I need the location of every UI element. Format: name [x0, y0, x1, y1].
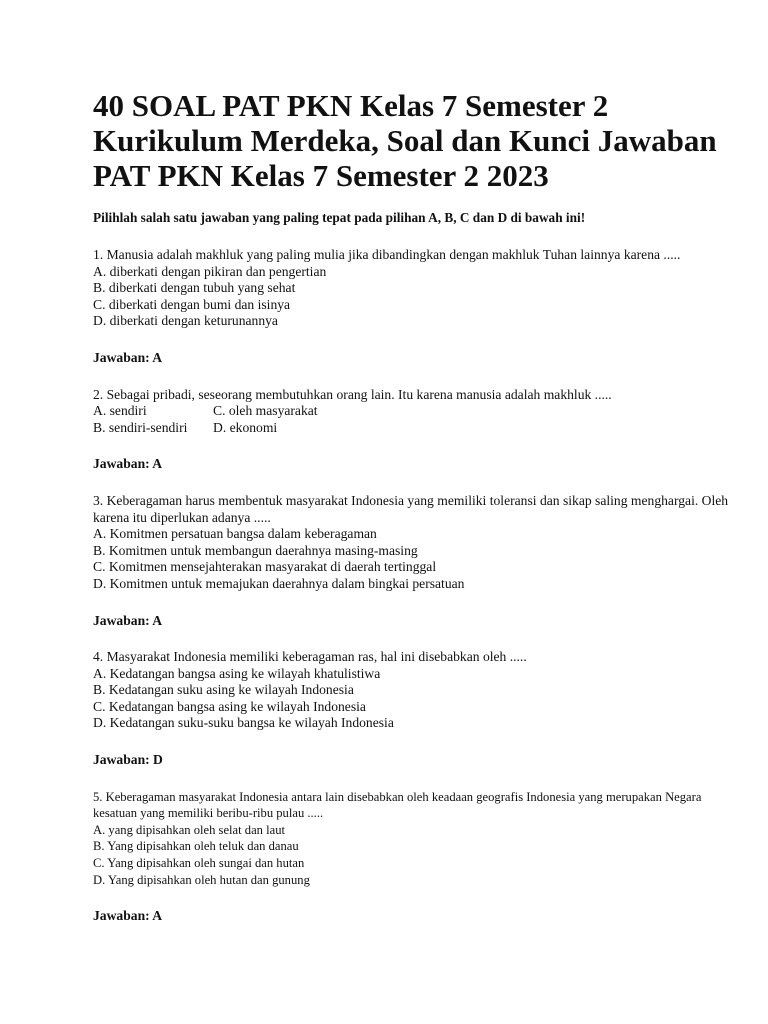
option-a: A. yang dipisahkan oleh selat dan laut	[93, 822, 286, 837]
document-title: 40 SOAL PAT PKN Kelas 7 Semester 2 Kurikulum Merdeka, Soal dan Kunci Jawaban PAT PKN Kelas 7 Semester 2 2023	[93, 88, 717, 193]
option-b: B. Kedatangan suku asing ke wilayah Indonesia	[93, 682, 354, 698]
question-text: 1. Manusia adalah makhluk yang paling mulia jika dibandingkan dengan makhluk Tuhan lainnya karena .....	[93, 247, 681, 262]
answer-key: Jawaban: A	[93, 349, 163, 365]
option-d: D. Kedatangan suku-suku bangsa ke wilayah Indonesia	[93, 715, 394, 731]
option-a: A. sendiri	[93, 403, 147, 419]
question-4	[93, 649, 733, 732]
option-a: A. Komitmen persatuan bangsa dalam keberagaman	[93, 526, 377, 542]
option-d: D. diberkati dengan keturunannya	[93, 313, 278, 329]
question-2	[93, 387, 733, 437]
option-d: D. Komitmen untuk memajukan daerahnya dalam bingkai persatuan	[93, 575, 465, 591]
option-a: A. diberkati dengan pikiran dan pengertian	[93, 263, 327, 279]
option-c: C. Kedatangan bangsa asing ke wilayah Indonesia	[93, 698, 366, 714]
option-d: D. Yang dipisahkan oleh hutan dan gunung	[93, 872, 310, 887]
option-a: A. Kedatangan bangsa asing ke wilayah khatulistiwa	[93, 665, 381, 681]
options-grid	[93, 403, 733, 436]
answer-key: Jawaban: A	[93, 456, 163, 472]
question-text: 3. Keberagaman harus membentuk masyarakat Indonesia yang memiliki toleransi dan sikap saling menghargai. Oleh karena itu diperlukan adanya .....	[93, 492, 729, 525]
question-text: 4. Masyarakat Indonesia memiliki keberagaman ras, hal ini disebabkan oleh .....	[93, 649, 527, 665]
option-b: B. sendiri-sendiri	[93, 419, 188, 435]
document-content	[93, 88, 733, 925]
question-text: 2. Sebagai pribadi, seseorang membutuhkan orang lain. Itu karena manusia adalah makhluk .....	[93, 386, 612, 402]
option-c: C. oleh masyarakat	[213, 403, 318, 419]
option-d: D. ekonomi	[213, 419, 278, 435]
option-c: C. diberkati dengan bumi dan isinya	[93, 296, 291, 312]
question-text: 5. Keberagaman masyarakat Indonesia antara lain disebabkan oleh keadaan geografis Indonesia yang merupakan Negara kesatuan yang memiliki beribu-ribu pulau .....	[93, 789, 702, 821]
answer-key: Jawaban: A	[93, 908, 163, 924]
option-b: B. Komitmen untuk membangun daerahnya masing-masing	[93, 542, 418, 558]
option-c: C. Komitmen mensejahterakan masyarakat di daerah tertinggal	[93, 559, 437, 575]
option-c: C. Yang dipisahkan oleh sungai dan hutan	[93, 856, 305, 871]
answer-key: Jawaban: D	[93, 752, 163, 768]
question-1	[93, 247, 733, 330]
option-b: B. diberkati dengan tubuh yang sehat	[93, 280, 296, 296]
question-3	[93, 493, 733, 593]
question-5	[93, 789, 733, 889]
instruction-text: Pilihlah salah satu jawaban yang paling tepat pada pilihan A, B, C dan D di bawah ini!	[93, 210, 586, 225]
answer-key: Jawaban: A	[93, 612, 163, 628]
option-b: B. Yang dipisahkan oleh teluk dan danau	[93, 839, 299, 854]
